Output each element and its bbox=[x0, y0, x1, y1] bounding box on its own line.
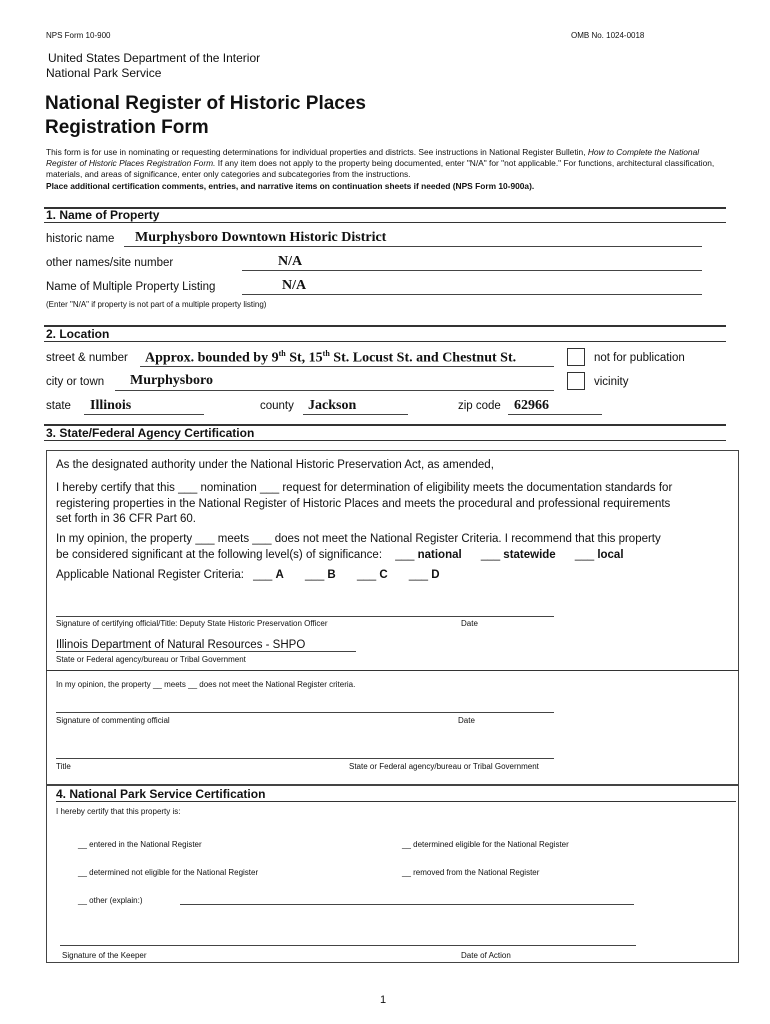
historic-name-field[interactable]: Murphysboro Downtown Historic District bbox=[135, 230, 387, 245]
removed-blank[interactable]: __ bbox=[402, 868, 411, 877]
agency-label: State or Federal agency/bureau or Tribal Government bbox=[56, 655, 246, 664]
removed-option[interactable] bbox=[402, 868, 539, 877]
determined-eligible-option[interactable] bbox=[402, 840, 569, 849]
intro-bulletin-title: How to Complete the National Register of Historic Places Registration Form. bbox=[46, 147, 700, 169]
form-number: NPS Form 10-900 bbox=[46, 31, 111, 40]
commenting-date-label: Date bbox=[458, 716, 475, 725]
certification-divider bbox=[46, 670, 739, 671]
street-sup-1: th bbox=[278, 349, 286, 358]
street-text-a: Approx. bounded by 9 bbox=[145, 350, 279, 366]
determined-eligible-blank[interactable]: __ bbox=[402, 840, 411, 849]
multiple-listing-line bbox=[242, 294, 702, 295]
opinion-text-a: In my opinion, the property bbox=[56, 533, 193, 545]
not-for-publication-checkbox[interactable] bbox=[567, 348, 585, 366]
historic-name-line bbox=[124, 246, 702, 247]
certify-text-a: I hereby certify that this bbox=[56, 482, 175, 494]
county-field[interactable]: Jackson bbox=[308, 398, 357, 413]
opinion-text-b: meets bbox=[217, 533, 250, 545]
other-blank[interactable]: __ bbox=[78, 896, 87, 905]
criteria-b: B bbox=[327, 569, 336, 581]
commenting-signature-label: Signature of commenting official bbox=[56, 716, 170, 725]
certify-text-line3: set forth in 36 CFR Part 60. bbox=[56, 513, 196, 525]
not-eligible-blank[interactable]: __ bbox=[78, 868, 87, 877]
state-field[interactable]: Illinois bbox=[90, 398, 132, 413]
opinion-text-line2: be considered significant at the following level(s) of significance: bbox=[56, 548, 383, 561]
zip-label: zip code bbox=[458, 400, 501, 412]
intro-bold-line: Place additional certification comments, entries, and narrative items on continuation sheets if needed (NPS Form 10-900a). bbox=[46, 180, 535, 191]
opinion-paragraph bbox=[56, 532, 734, 563]
commenting-meets-blank[interactable]: __ bbox=[152, 680, 162, 689]
service-name: National Park Service bbox=[46, 66, 162, 80]
intro-text-cont: If any item does not apply to the property being documented, enter "N/A" for "not applicable." For functions, architectural classification, materials, and areas of significance, enter only categories and subcategories from the instructions. bbox=[46, 158, 715, 180]
section3-heading: 3. State/Federal Agency Certification bbox=[46, 426, 255, 440]
criteria-d: D bbox=[431, 569, 440, 581]
street-sup-2: th bbox=[322, 349, 330, 358]
level-local: local bbox=[597, 548, 624, 561]
certify-text-c: request for determination of eligibility meets the documentation standards for bbox=[282, 482, 673, 494]
section3-underline bbox=[44, 440, 726, 441]
entered-option[interactable] bbox=[78, 840, 202, 849]
entered-label: entered in the National Register bbox=[89, 840, 202, 849]
form-title-line1: National Register of Historic Places bbox=[45, 93, 366, 114]
agency-label-2: State or Federal agency/bureau or Tribal Government bbox=[349, 762, 539, 771]
section4-underline bbox=[56, 801, 736, 802]
level-national: national bbox=[417, 548, 462, 561]
state-line bbox=[84, 414, 204, 415]
section2-rule bbox=[44, 325, 726, 327]
other-names-label: other names/site number bbox=[46, 257, 174, 269]
historic-name-label: historic name bbox=[46, 233, 115, 245]
other-label: other (explain:) bbox=[89, 896, 143, 905]
certifying-signature-label: Signature of certifying official/Title: Deputy State Historic Preservation Officer bbox=[56, 619, 328, 628]
criteria-label: Applicable National Register Criteria: bbox=[56, 569, 244, 581]
statewide-blank[interactable]: ___ bbox=[480, 548, 501, 561]
section2-underline bbox=[44, 341, 726, 342]
other-option[interactable] bbox=[78, 896, 143, 905]
street-line bbox=[140, 366, 554, 367]
title-label: Title bbox=[56, 762, 71, 771]
criteria-d-blank[interactable]: ___ bbox=[408, 569, 429, 581]
certify-text-b: nomination bbox=[200, 482, 257, 494]
county-line bbox=[303, 414, 408, 415]
intro-text: This form is for use in nominating or requesting determinations for individual properties and districts. See instructions in National Register Bulletin, bbox=[46, 147, 588, 157]
city-label: city or town bbox=[46, 376, 105, 388]
opinion-text-c: does not meet the National Register Criteria. I recommend that this property bbox=[274, 533, 661, 545]
vicinity-checkbox[interactable] bbox=[567, 372, 585, 390]
nps-certify-statement: I hereby certify that this property is: bbox=[56, 807, 181, 816]
city-line bbox=[115, 390, 554, 391]
removed-label: removed from the National Register bbox=[413, 868, 540, 877]
title-line[interactable] bbox=[56, 758, 554, 759]
not-for-publication-label: not for publication bbox=[594, 352, 685, 364]
certifying-date-label: Date bbox=[461, 619, 478, 628]
determination-blank[interactable]: ___ bbox=[259, 482, 280, 494]
city-field[interactable]: Murphysboro bbox=[130, 373, 213, 388]
section2-heading: 2. Location bbox=[46, 327, 110, 341]
multiple-listing-field[interactable]: N/A bbox=[282, 278, 307, 293]
form-title-line2: Registration Form bbox=[45, 117, 209, 138]
commenting-text-b: meets bbox=[164, 680, 186, 689]
keeper-signature-line[interactable] bbox=[60, 945, 636, 946]
multiple-listing-label: Name of Multiple Property Listing bbox=[46, 281, 216, 293]
county-label: county bbox=[260, 400, 294, 412]
state-label: state bbox=[46, 400, 71, 412]
level-statewide: statewide bbox=[503, 548, 556, 561]
criteria-c-blank[interactable]: ___ bbox=[356, 569, 377, 581]
not-eligible-label: determined not eligible for the National Register bbox=[89, 868, 259, 877]
criteria-c: C bbox=[379, 569, 388, 581]
street-text-c: St. Locust St. and Chestnut St. bbox=[329, 350, 517, 366]
meets-blank[interactable]: ___ bbox=[195, 533, 215, 545]
determined-eligible-label: determined eligible for the National Register bbox=[413, 840, 569, 849]
street-label: street & number bbox=[46, 352, 128, 364]
criteria-row bbox=[56, 569, 440, 581]
other-names-line bbox=[242, 270, 702, 271]
certify-paragraph bbox=[56, 481, 734, 528]
page-number: 1 bbox=[380, 994, 387, 1006]
not-eligible-option[interactable] bbox=[78, 868, 258, 877]
agency-value: Illinois Department of Natural Resources - SHPO bbox=[56, 639, 306, 651]
department-name: United States Department of the Interior bbox=[48, 51, 261, 65]
commenting-text-a: In my opinion, the property bbox=[56, 680, 151, 689]
certify-text-line2: registering properties in the National Register of Historic Places and meets the procedural and professional requirements bbox=[56, 497, 671, 510]
section1-underline bbox=[44, 222, 726, 223]
commenting-signature-line[interactable] bbox=[56, 712, 554, 713]
date-of-action-label: Date of Action bbox=[461, 951, 511, 960]
criteria-b-blank[interactable]: ___ bbox=[305, 569, 325, 581]
local-blank[interactable]: ___ bbox=[574, 548, 595, 561]
criteria-a: A bbox=[275, 569, 284, 581]
does-not-meet-blank[interactable]: ___ bbox=[252, 533, 272, 545]
section1-heading: 1. Name of Property bbox=[46, 208, 160, 222]
entered-blank[interactable]: __ bbox=[78, 840, 87, 849]
multiple-listing-note: (Enter "N/A" if property is not part of a multiple property listing) bbox=[46, 300, 267, 309]
street-field[interactable] bbox=[145, 349, 516, 367]
instructions-paragraph bbox=[46, 147, 730, 192]
authority-statement: As the designated authority under the National Historic Preservation Act, as amended, bbox=[56, 459, 494, 471]
other-names-field[interactable]: N/A bbox=[278, 254, 303, 269]
street-text-b: St, 15 bbox=[285, 350, 323, 366]
keeper-signature-label: Signature of the Keeper bbox=[62, 951, 147, 960]
national-blank[interactable]: ___ bbox=[395, 548, 415, 561]
agency-line bbox=[56, 651, 356, 652]
section4-heading: 4. National Park Service Certification bbox=[56, 787, 266, 801]
omb-number: OMB No. 1024-0018 bbox=[571, 31, 645, 40]
commenting-text-c: does not meet the National Register criteria. bbox=[199, 680, 356, 689]
vicinity-label: vicinity bbox=[594, 376, 629, 388]
commenting-opinion bbox=[56, 680, 355, 689]
commenting-not-meet-blank[interactable]: __ bbox=[188, 680, 198, 689]
certifying-signature-line[interactable] bbox=[56, 616, 554, 617]
other-explain-line[interactable] bbox=[180, 904, 634, 905]
zip-line bbox=[508, 414, 602, 415]
nomination-blank[interactable]: ___ bbox=[178, 482, 198, 494]
criteria-a-blank[interactable]: ___ bbox=[253, 569, 273, 581]
zip-field[interactable]: 62966 bbox=[514, 398, 549, 413]
